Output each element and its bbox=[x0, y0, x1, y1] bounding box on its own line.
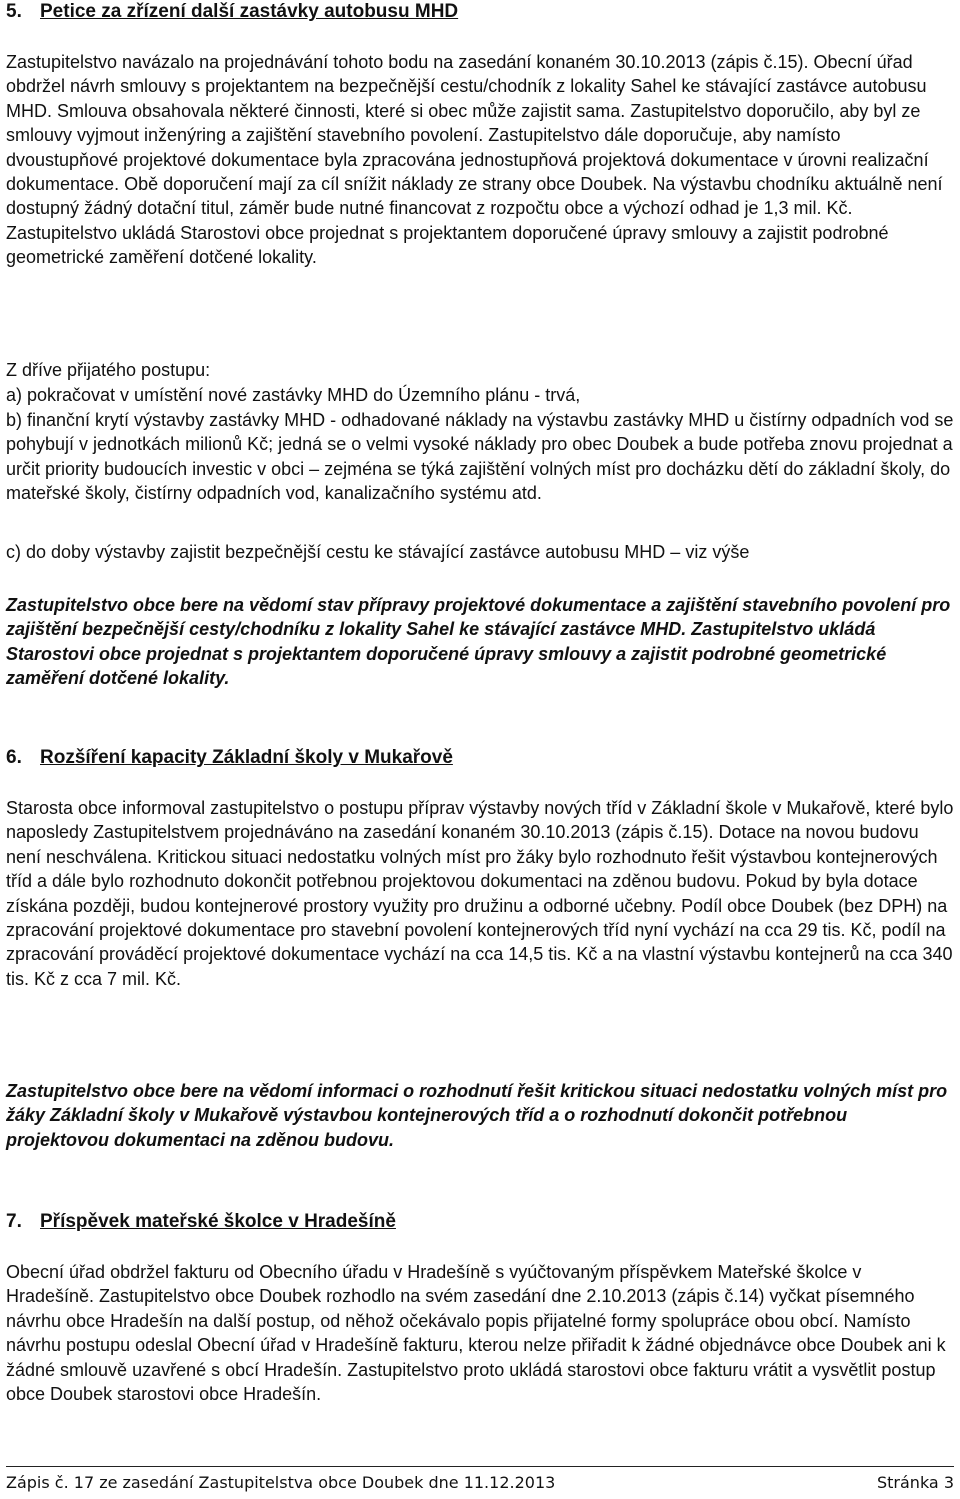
footer-page-number: Stránka 3 bbox=[876, 1473, 954, 1492]
section-6-number: 6. bbox=[6, 747, 22, 768]
section-6-paragraph: Starosta obce informoval zastupitelstvo o postupu příprav výstavby nových tříd v Základní škole v Mukařově, které bylo naposledy Zastupitelstvem projednáváno na zasedání konaném 30.10.2013 (zápis č.15). Dotace na novou budovu není neschválena. Kritickou situaci nedostatku volných míst pro žáky bylo rozhodnuto řešit výstavbou kontejnerových tříd a dále bylo rozhodnuto dokončit potřebnou projektovou dokumentaci na zděnou budovu. Pokud by byla dotace získána později, budou kontejnerové prostory využity pro družinu a odborné učebny. Podíl obce Doubek (bez DPH) na zpracování projektové dokumentace pro stavební povolení kontejnerových tříd nyní vychází na cca 29 tis. Kč, podíl na zpracování prováděcí projektové dokumentace vychází na cca 14,5 tis. Kč a na vlastní výstavbu kontejnerů na cca 340 tis. Kč z cca 7 mil. Kč. bbox=[6, 798, 954, 989]
section-6-heading bbox=[6, 746, 453, 770]
footer-minutes-label: Zápis č. 17 ze zasedání Zastupitelstva obce Doubek dne 11.12.2013 bbox=[6, 1473, 556, 1492]
section-6-title: Rozšíření kapacity Základní školy v Mukařově bbox=[40, 747, 453, 768]
prior-steps-heading: Z dříve přijatého postupu: bbox=[6, 360, 211, 380]
section-5-resolution: Zastupitelstvo obce bere na vědomí stav přípravy projektové dokumentace a zajištění stavebního povolení pro zajištění bezpečnější cesty/chodníku z lokality Sahel ke stávající zastávce MHD. Zastupitelstvo ukládá Starostovi obce projednat s projektantem doporučené úpravy smlouvy a zajistit podrobné geometrické zaměření dotčené lokality. bbox=[6, 595, 951, 689]
section-5-heading bbox=[6, 0, 458, 24]
prior-step-a: a) pokračovat v umístění nové zastávky MHD do Územního plánu - trvá, bbox=[6, 385, 581, 405]
section-7-title: Příspěvek mateřské školce v Hradešíně bbox=[40, 1211, 396, 1232]
section-7-heading bbox=[6, 1210, 396, 1234]
section-7-number: 7. bbox=[6, 1211, 22, 1232]
prior-step-b: b) finanční krytí výstavby zastávky MHD - odhadované náklady na výstavbu zastávky MHD u čistírny odpadních vod se pohybují v jednotkách milionů Kč; jedná se o velmi vysoké náklady pro obec Doubek a bude potřeba znovu projednat a určit priority budoucích investic v obci – zejména se týká zajištění volných míst pro docházku dětí do základní školy, do mateřské školy, čistírny odpadních vod, kanalizačního systému atd. bbox=[6, 410, 954, 504]
page-footer bbox=[6, 1466, 954, 1495]
section-7-paragraph: Obecní úřad obdržel fakturu od Obecního úřadu v Hradešíně s vyúčtovaným příspěvkem Mateřské školce v Hradešíně. Zastupitelstvo obce Doubek rozhodlo na svém zasedání dne 2.10.2013 (zápis č.14) vyčkat písemného návrhu obce Hradešín na další postup, od něhož očekávalo popis přijatelné formy spolupráce obou obcí. Namísto návrhu postupu odeslal Obecní úřad v Hradešíně fakturu, kterou nelze přiřadit k žádné objednávce obce Doubek ani k žádné smlouvě uzavřené s obcí Hradešín. Zastupitelstvo proto ukládá starostovi obce fakturu vrátit a vysvětlit postup obce Doubek starostovi obce Hradešín. bbox=[6, 1262, 946, 1405]
section-5-number: 5. bbox=[6, 1, 22, 22]
section-5-paragraph: Zastupitelstvo navázalo na projednávání tohoto bodu na zasedání konaném 30.10.2013 (zápis č.15). Obecní úřad obdržel návrh smlouvy s projektantem na bezpečnější cestu/chodník z lokality Sahel ke stávající zastávce autobusu MHD. Smlouva obsahovala některé činnosti, které si obec může zajistit sama. Zastupitelstvo doporučilo, aby byl ze smlouvy vyjmout inženýring a zajištění stavebního povolení. Zastupitelstvo dále doporučuje, aby namísto dvoustupňové projektové dokumentace byla zpracována jednostupňová projektová dokumentace v úrovni realizační dokumentace. Obě doporučení mají za cíl snížit náklady ze strany obce Doubek. Na výstavbu chodníku aktuálně není dostupný žádný dotační titul, záměr bude nutné financovat z rozpočtu obce a výchozí odhad je 1,3 mil. Kč. Zastupitelstvo ukládá Starostovi obce projednat s projektantem doporučené úpravy smlouvy a zajistit podrobné geometrické zaměření dotčené lokality. bbox=[6, 52, 943, 268]
section-6-resolution: Zastupitelstvo obce bere na vědomí informaci o rozhodnutí řešit kritickou situaci nedostatku volných míst pro žáky Základní školy v Mukařově výstavbou kontejnerových tříd a o rozhodnutí dokončit potřebnou projektovou dokumentaci na zděnou budovu. bbox=[6, 1081, 948, 1150]
prior-step-c: c) do doby výstavby zajistit bezpečnější cestu ke stávající zastávce autobusu MHD – viz výše bbox=[6, 542, 750, 562]
section-5-title: Petice za zřízení další zastávky autobusu MHD bbox=[40, 1, 459, 22]
